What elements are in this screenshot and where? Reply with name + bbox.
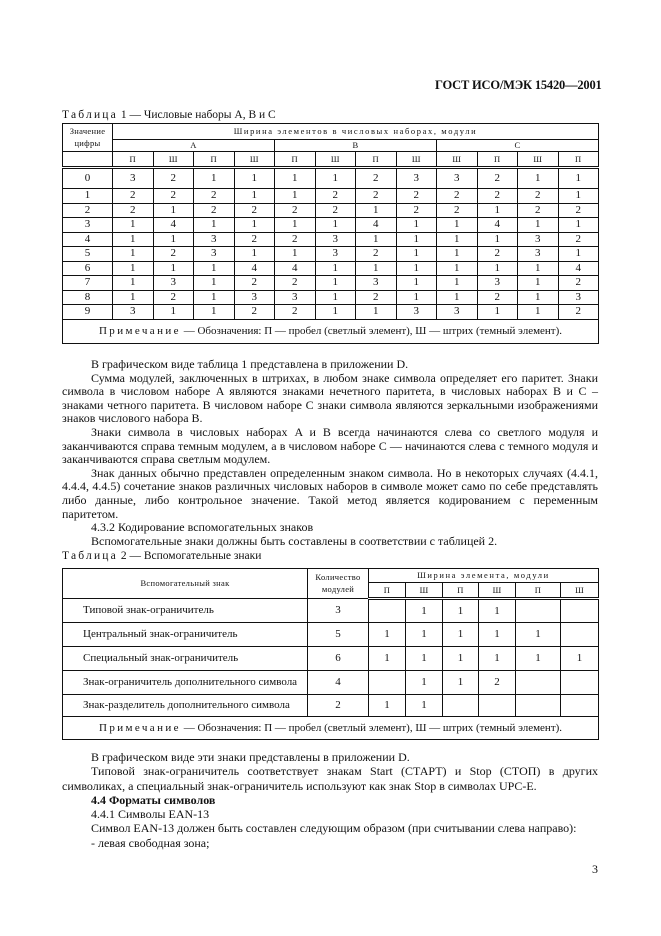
table2-body: [63, 599, 599, 717]
paragraph: Типовой знак-ограничитель соответствует знакам Start (СТАРТ) и Stop (СТОП) в других символиках, а специальный знак-ограничитель используют как знак Stop в символах UPC-E.: [62, 764, 598, 793]
note-prefix: Примечание: [98, 721, 181, 734]
width-cell: 2: [275, 276, 316, 291]
width-cell: 1: [234, 189, 275, 204]
width-cell: 2: [356, 290, 397, 305]
width-cell: 1: [234, 218, 275, 233]
table1: [62, 123, 599, 344]
subheader: Ш: [406, 583, 443, 599]
subheader: П: [516, 583, 561, 599]
width-cell: 1: [113, 261, 154, 276]
width-cell: 1: [518, 305, 559, 320]
width-cell: 1: [561, 647, 599, 671]
width-cell: 1: [396, 218, 437, 233]
width-cell: 2: [194, 189, 235, 204]
width-cell: 2: [356, 189, 397, 204]
table-row: [63, 247, 599, 262]
table1-note: [63, 319, 599, 343]
aux-char-name: Типовой знак-ограничитель: [63, 599, 308, 623]
width-cell: 1: [437, 276, 478, 291]
subheader: Ш: [561, 583, 599, 599]
table-row: [63, 261, 599, 276]
width-cell: [479, 695, 516, 717]
table-row: [63, 232, 599, 247]
table-row: [63, 599, 599, 623]
subheader: П: [477, 152, 518, 168]
width-cell: 1: [406, 623, 443, 647]
width-cell: 1: [113, 218, 154, 233]
width-cell: 4: [234, 261, 275, 276]
width-cell: 2: [477, 189, 518, 204]
width-cell: 1: [396, 276, 437, 291]
table-row: [63, 305, 599, 320]
subheader: Ш: [315, 152, 356, 168]
width-cell: 1: [406, 599, 443, 623]
section-heading-4-4: 4.4 Форматы символов: [91, 792, 216, 807]
width-cell: 1: [437, 290, 478, 305]
width-cell: 1: [477, 261, 518, 276]
width-cell: 3: [396, 305, 437, 320]
digit-cell: 9: [63, 305, 113, 320]
width-cell: 1: [153, 232, 194, 247]
module-count: 4: [308, 671, 369, 695]
width-cell: 1: [369, 647, 406, 671]
set-c-header: C: [437, 140, 599, 152]
subheader: П: [275, 152, 316, 168]
width-cell: 2: [153, 290, 194, 305]
width-cell: 2: [275, 305, 316, 320]
body-text-2: [62, 750, 598, 850]
width-cell: [516, 599, 561, 623]
empty-cell: [63, 152, 113, 168]
width-cell: 1: [479, 647, 516, 671]
section-heading-4-4-1: 4.4.1 Символы EAN-13: [91, 807, 210, 822]
digit-cell: 6: [63, 261, 113, 276]
width-cell: 1: [518, 276, 559, 291]
width-span-header: Ширина элементов в числовых наборах, модули: [113, 124, 599, 140]
width-cell: 1: [479, 623, 516, 647]
width-cell: 3: [234, 290, 275, 305]
table-row: [63, 695, 599, 717]
module-count: 3: [308, 599, 369, 623]
width-cell: 3: [315, 247, 356, 262]
width-cell: 3: [194, 247, 235, 262]
width-cell: 2: [315, 189, 356, 204]
width-cell: 1: [194, 261, 235, 276]
width-cell: [561, 671, 599, 695]
aux-char-name: Знак-ограничитель дополнительного символа: [63, 671, 308, 695]
width-cell: 2: [518, 189, 559, 204]
width-cell: 1: [315, 261, 356, 276]
width-cell: [561, 623, 599, 647]
width-cell: 3: [396, 168, 437, 189]
aux-char-name: Специальный знак-ограничитель: [63, 647, 308, 671]
width-cell: 3: [194, 232, 235, 247]
width-cell: 1: [396, 290, 437, 305]
width-cell: 1: [356, 305, 397, 320]
subheader: Ш: [396, 152, 437, 168]
width-cell: [516, 671, 561, 695]
width-cell: 2: [356, 168, 397, 189]
subheader: П: [558, 152, 599, 168]
aux-char-name: Центральный знак-ограничитель: [63, 623, 308, 647]
width-cell: 1: [234, 168, 275, 189]
table-row: [63, 203, 599, 218]
table2: [62, 568, 599, 740]
width-cell: 1: [518, 168, 559, 189]
width-cell: 1: [437, 261, 478, 276]
width-cell: 1: [437, 232, 478, 247]
subheader: П: [369, 583, 406, 599]
module-count-header: Количество модулей: [308, 569, 369, 599]
width-cell: 1: [396, 261, 437, 276]
set-b-header: B: [275, 140, 437, 152]
table1-caption: [62, 109, 276, 121]
width-cell: 1: [437, 247, 478, 262]
width-cell: 2: [113, 189, 154, 204]
table2-caption-prefix: Таблица: [62, 550, 118, 562]
width-cell: 2: [234, 203, 275, 218]
width-cell: 3: [356, 276, 397, 291]
width-cell: 4: [356, 218, 397, 233]
width-cell: 1: [477, 232, 518, 247]
width-cell: 1: [113, 247, 154, 262]
digit-cell: 3: [63, 218, 113, 233]
width-cell: 2: [558, 232, 599, 247]
table-row: [63, 647, 599, 671]
width-cell: 1: [477, 203, 518, 218]
width-cell: 2: [396, 189, 437, 204]
width-cell: 1: [315, 276, 356, 291]
subheader: П: [356, 152, 397, 168]
width-cell: 1: [369, 623, 406, 647]
width-cell: 3: [518, 247, 559, 262]
width-cell: 2: [437, 189, 478, 204]
paragraph: Знак данных обычно представлен определенным знаком символа. Но в некоторых случаях (4.4.1, 4.4.4, 4.4.5) сочетание знаков различных числовых наборов в символе может само по себе представлять либо данные, либо контрольное значение. Такой метод является кодированием с переменным паритетом.: [62, 465, 598, 521]
table2-note: [63, 717, 599, 740]
width-cell: 1: [516, 623, 561, 647]
width-cell: 1: [194, 168, 235, 189]
width-cell: 2: [113, 203, 154, 218]
table1-body: [63, 168, 599, 320]
width-cell: 2: [477, 290, 518, 305]
subheader: П: [194, 152, 235, 168]
width-cell: 3: [153, 276, 194, 291]
table-row: [63, 218, 599, 233]
width-cell: 1: [113, 232, 154, 247]
width-cell: 1: [275, 168, 316, 189]
width-cell: 1: [558, 247, 599, 262]
width-cell: 1: [275, 189, 316, 204]
width-cell: 2: [356, 247, 397, 262]
paragraph: Символ EAN-13 должен быть составлен следующим образом (при считывании слева направо):: [91, 821, 577, 836]
page-number: 3: [592, 862, 598, 876]
width-cell: 2: [275, 232, 316, 247]
width-cell: 2: [558, 276, 599, 291]
document-header: ГОСТ ИСО/МЭК 15420—2001: [435, 78, 602, 92]
width-cell: 1: [194, 290, 235, 305]
width-cell: 1: [369, 695, 406, 717]
width-cell: [561, 695, 599, 717]
table-row: [63, 168, 599, 189]
width-cell: 2: [477, 168, 518, 189]
subheader: Ш: [437, 152, 478, 168]
set-a-header: A: [113, 140, 275, 152]
table2-caption-text: 2 — Вспомогательные знаки: [117, 550, 262, 562]
subheader: Ш: [234, 152, 275, 168]
width-cell: 1: [443, 671, 479, 695]
paragraph: Вспомогательные знаки должны быть составлены в соответствии с таблицей 2.: [91, 533, 498, 548]
width-cell: 1: [113, 276, 154, 291]
width-cell: 1: [477, 305, 518, 320]
width-cell: 2: [275, 203, 316, 218]
width-cell: [443, 695, 479, 717]
width-cell: 1: [315, 305, 356, 320]
width-cell: 4: [477, 218, 518, 233]
width-cell: 1: [275, 247, 316, 262]
aux-char-header: Вспомогательный знак: [63, 569, 308, 599]
width-cell: [516, 695, 561, 717]
subheader: П: [113, 152, 154, 168]
section-heading-4-3-2: 4.3.2 Кодирование вспомогательных знаков: [91, 520, 314, 535]
digit-cell: 7: [63, 276, 113, 291]
list-item: - левая свободная зона;: [91, 835, 210, 850]
width-cell: 2: [479, 671, 516, 695]
body-text-1: [62, 358, 598, 548]
width-cell: 4: [558, 261, 599, 276]
width-cell: 2: [518, 203, 559, 218]
width-cell: 2: [153, 168, 194, 189]
width-cell: 2: [153, 189, 194, 204]
width-cell: 1: [356, 203, 397, 218]
width-cell: 1: [479, 599, 516, 623]
width-cell: 1: [194, 305, 235, 320]
table1-caption-text: 1 — Числовые наборы A, B и C: [117, 109, 276, 121]
width-cell: 3: [315, 232, 356, 247]
element-width-header: Ширина элемента, модули: [369, 569, 599, 583]
width-cell: 2: [396, 203, 437, 218]
width-cell: 3: [113, 168, 154, 189]
subheader: Ш: [153, 152, 194, 168]
width-cell: 1: [315, 218, 356, 233]
width-cell: 1: [194, 276, 235, 291]
paragraph: В графическом виде таблица 1 представлена в приложении D.: [91, 357, 409, 371]
width-cell: 1: [315, 290, 356, 305]
width-cell: 1: [518, 218, 559, 233]
width-cell: 2: [234, 276, 275, 291]
width-cell: 2: [558, 203, 599, 218]
note-prefix: Примечание: [98, 324, 181, 337]
width-cell: 1: [113, 290, 154, 305]
width-cell: 1: [406, 671, 443, 695]
width-cell: 2: [234, 232, 275, 247]
paragraph: Знаки символа в числовых наборах A и B всегда начинаются слева со светлого модуля и заканчиваются справа темным модулем, а в числовом наборе C — начинаются слева с темного модуля и заканчиваются справа светлым модулем.: [62, 424, 598, 467]
width-cell: [561, 599, 599, 623]
module-count: 6: [308, 647, 369, 671]
width-cell: 3: [477, 276, 518, 291]
module-count: 5: [308, 623, 369, 647]
width-cell: 1: [153, 261, 194, 276]
width-cell: 2: [315, 203, 356, 218]
subheader: Ш: [518, 152, 559, 168]
width-cell: 1: [315, 168, 356, 189]
width-cell: 2: [194, 203, 235, 218]
subheader: П: [443, 583, 479, 599]
table-row: [63, 276, 599, 291]
width-cell: 1: [558, 189, 599, 204]
width-cell: 1: [558, 218, 599, 233]
paragraph: В графическом виде эти знаки представлены в приложении D.: [91, 750, 410, 764]
table-row: [63, 623, 599, 647]
width-cell: 2: [153, 247, 194, 262]
width-cell: 1: [518, 261, 559, 276]
width-cell: 1: [443, 623, 479, 647]
width-cell: 3: [558, 290, 599, 305]
table2-caption: [62, 550, 261, 562]
width-cell: 1: [356, 232, 397, 247]
note-text: — Обозначения: П — пробел (светлый элемент), Ш — штрих (темный элемент).: [180, 324, 563, 337]
module-count: 2: [308, 695, 369, 717]
width-cell: 1: [516, 647, 561, 671]
aux-char-name: Знак-разделитель дополнительного символа: [63, 695, 308, 717]
width-cell: 3: [437, 168, 478, 189]
table1-caption-prefix: Таблица: [62, 109, 118, 121]
width-cell: [369, 671, 406, 695]
width-cell: 4: [153, 218, 194, 233]
width-cell: 3: [275, 290, 316, 305]
width-cell: 1: [275, 218, 316, 233]
width-cell: 1: [194, 218, 235, 233]
width-cell: 3: [113, 305, 154, 320]
width-cell: [369, 599, 406, 623]
digit-cell: 0: [63, 168, 113, 189]
width-cell: 3: [437, 305, 478, 320]
width-cell: 3: [518, 232, 559, 247]
digit-cell: 8: [63, 290, 113, 305]
digit-value-header: Значение цифры: [63, 124, 113, 152]
digit-cell: 1: [63, 189, 113, 204]
width-cell: 1: [234, 247, 275, 262]
width-cell: 2: [477, 247, 518, 262]
table-row: [63, 671, 599, 695]
width-cell: 2: [437, 203, 478, 218]
note-text: — Обозначения: П — пробел (светлый элемент), Ш — штрих (темный элемент).: [180, 721, 563, 734]
width-cell: 4: [275, 261, 316, 276]
digit-cell: 2: [63, 203, 113, 218]
table-row: [63, 189, 599, 204]
paragraph: Сумма модулей, заключенных в штрихах, в любом знаке символа определяет его паритет. Знаки символа в числовом наборе A являются знаками нечетного паритета, в числовых наборах B и C – знаками четного паритета. В числовом наборе C знаки символа являются зеркальными изображениями знаков числового набора B.: [62, 370, 598, 426]
width-cell: 1: [406, 695, 443, 717]
width-cell: 1: [437, 218, 478, 233]
width-cell: 2: [558, 305, 599, 320]
width-cell: 1: [406, 647, 443, 671]
width-cell: 1: [153, 203, 194, 218]
width-cell: 1: [518, 290, 559, 305]
width-cell: 1: [443, 647, 479, 671]
table-row: [63, 290, 599, 305]
width-cell: 1: [443, 599, 479, 623]
subheader: Ш: [479, 583, 516, 599]
digit-cell: 4: [63, 232, 113, 247]
digit-cell: 5: [63, 247, 113, 262]
width-cell: 1: [396, 247, 437, 262]
width-cell: 1: [558, 168, 599, 189]
width-cell: 2: [234, 305, 275, 320]
width-cell: 1: [396, 232, 437, 247]
width-cell: 1: [356, 261, 397, 276]
width-cell: 1: [153, 305, 194, 320]
